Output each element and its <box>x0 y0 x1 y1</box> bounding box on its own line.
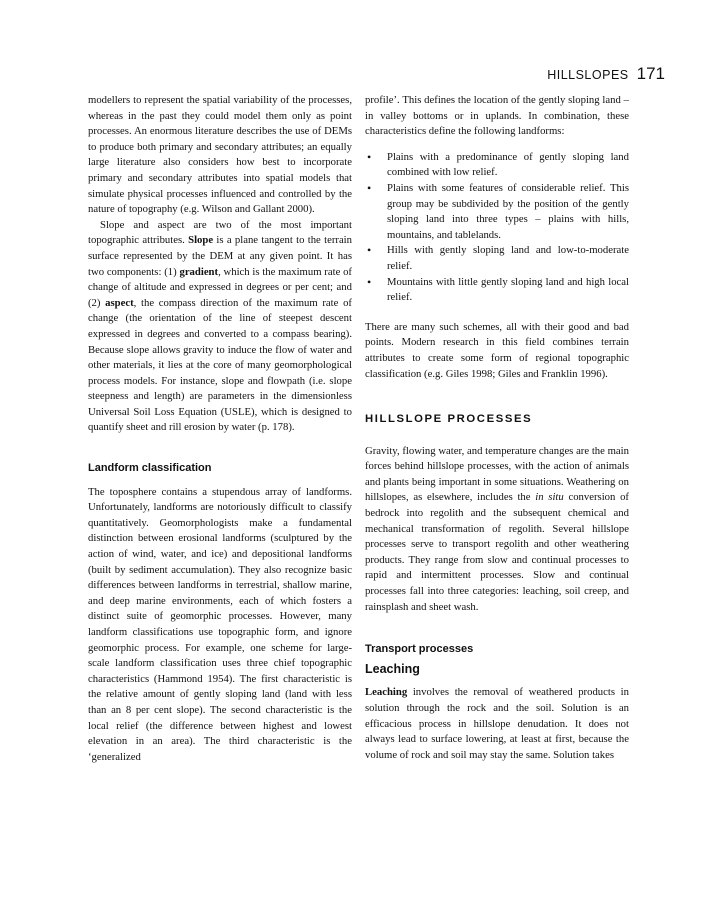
text-run: conversion of bedrock into regolith and the subsequent chemical and mechanical transformation of regolith. Several hillslope processes serve to transport regolith and other weathering products. They range from slow and continual processes to rapid and intermittent processes. Slow and continual processes fall into three categories: leaching, soil creep, and rainsplash and sheet wash. <box>365 491 629 613</box>
paragraph-generalized-profile: profile’. This defines the location of the gently sloping land – in valley bottoms or in uplands. In combination, these characteristics define the following landforms: <box>365 94 629 138</box>
text-run: involves the removal of weathered products in solution through the rock and the soil. Solution is an efficacious process in hillslope denudation. It does not always lead to surface lowering, at least at first, because the volume of rock and soil may stay the same. Solution takes <box>365 686 629 761</box>
term-in-situ: in situ <box>535 491 564 504</box>
list-item: • Plains with a predominance of gently sloping land combined with low relief. <box>365 150 629 181</box>
running-title: HILLSLOPES <box>547 68 629 82</box>
list-item: • Hills with gently sloping land and low-to-moderate relief. <box>365 243 629 274</box>
heading-transport-processes: Transport processes <box>365 643 474 656</box>
term-slope: Slope <box>188 234 214 247</box>
list-item: • Plains with some features of considerable relief. This group may be subdivided by the position of the gently sloping land into three types – plains with hills, mountains, and tablelands. <box>365 181 629 243</box>
paragraph-slope-aspect <box>88 218 352 436</box>
page-number: 171 <box>636 64 665 83</box>
paragraph-toposphere: The toposphere contains a stupendous array of landforms. Unfortunately, landforms are notoriously difficult to classify quantitatively. Geomorphologists make a fundamental distinction between erosional landforms (sculptured by the action of wind, water, and ice) and depositional landforms (built by sediment accumulation). They also recognize basic differences between landforms in terrestrial, shallow marine, and deep marine environments, each of which fosters a distinct suite of geomorphic processes. However, many landform classifications use topographic form, and ignore geomorphic process. For example, one scheme for large-scale landform classification uses three chief topographic characteristics (Hammond 1954). The first characteristic is the relative amount of gently sloping land (land with less than an 8 per cent slope). The second characteristic is the local relief (the difference between highest and lowest elevation in an area). The third characteristic is the ‘generalized <box>88 485 352 763</box>
text-run: Slope and aspect are two of the most important topographic attributes. <box>88 218 352 247</box>
paragraph-leaching <box>365 685 629 763</box>
text-run: is a plane tangent to the terrain surface represented by the DEM at any given point. It has two components: (1) <box>88 234 352 278</box>
paragraph-schemes: There are many such schemes, all with their good and bad points. Modern research in this field combines terrain attributes to create some form of regional topographic classification (e.g. Giles 1998; Giles and Franklin 1996). <box>365 320 629 380</box>
landform-list <box>365 150 629 306</box>
left-column <box>88 93 352 765</box>
text-run: , which is the maximum rate of change of altitude and expressed in degrees or per cent; and (2) <box>88 265 352 309</box>
paragraph-gravity <box>365 444 629 616</box>
heading-leaching: Leaching <box>365 661 420 676</box>
term-gradient: gradient <box>179 265 219 278</box>
heading-landform-classification: Landform classification <box>88 462 212 475</box>
heading-hillslope-processes: HILLSLOPE PROCESSES <box>365 413 533 426</box>
text-run: , the compass direction of the maximum rate of change (the orientation of the line of steepest descent expressed in degrees and converted to a compass bearing). Because slope allows gravity to induce the flow of water and other materials, it lies at the core of many geomorphological process models. For instance, slope and flowpath (i.e. slope steepness and length) are parameters in the dimensionless Universal Soil Loss Equation (USLE), which is designed to quantify sheet and rill erosion by water (p. 178). <box>88 296 352 434</box>
running-head <box>547 64 665 84</box>
list-item: • Mountains with little gently sloping land and high local relief. <box>365 275 629 306</box>
text-run: Gravity, flowing water, and temperature changes are the main forces behind hillslope processes, with the action of animals and plants being important in some situations. Weathering on hillslopes, as elsewhere, includes the <box>365 444 629 504</box>
right-column <box>365 93 629 763</box>
term-aspect: aspect <box>105 296 134 309</box>
term-leaching: Leaching <box>365 686 408 699</box>
paragraph-dem-models: modellers to represent the spatial variability of the processes, whereas in the past they could model them only as point processes. An enormous literature describes the use of DEMs to produce both primary and secondary attributes; an equally large literature also considers how best to incorporate primary and secondary attributes into spatial models that simulate physical processes influenced and controlled by the nature of topography (e.g. Wilson and Gallant 2000). <box>88 94 352 216</box>
